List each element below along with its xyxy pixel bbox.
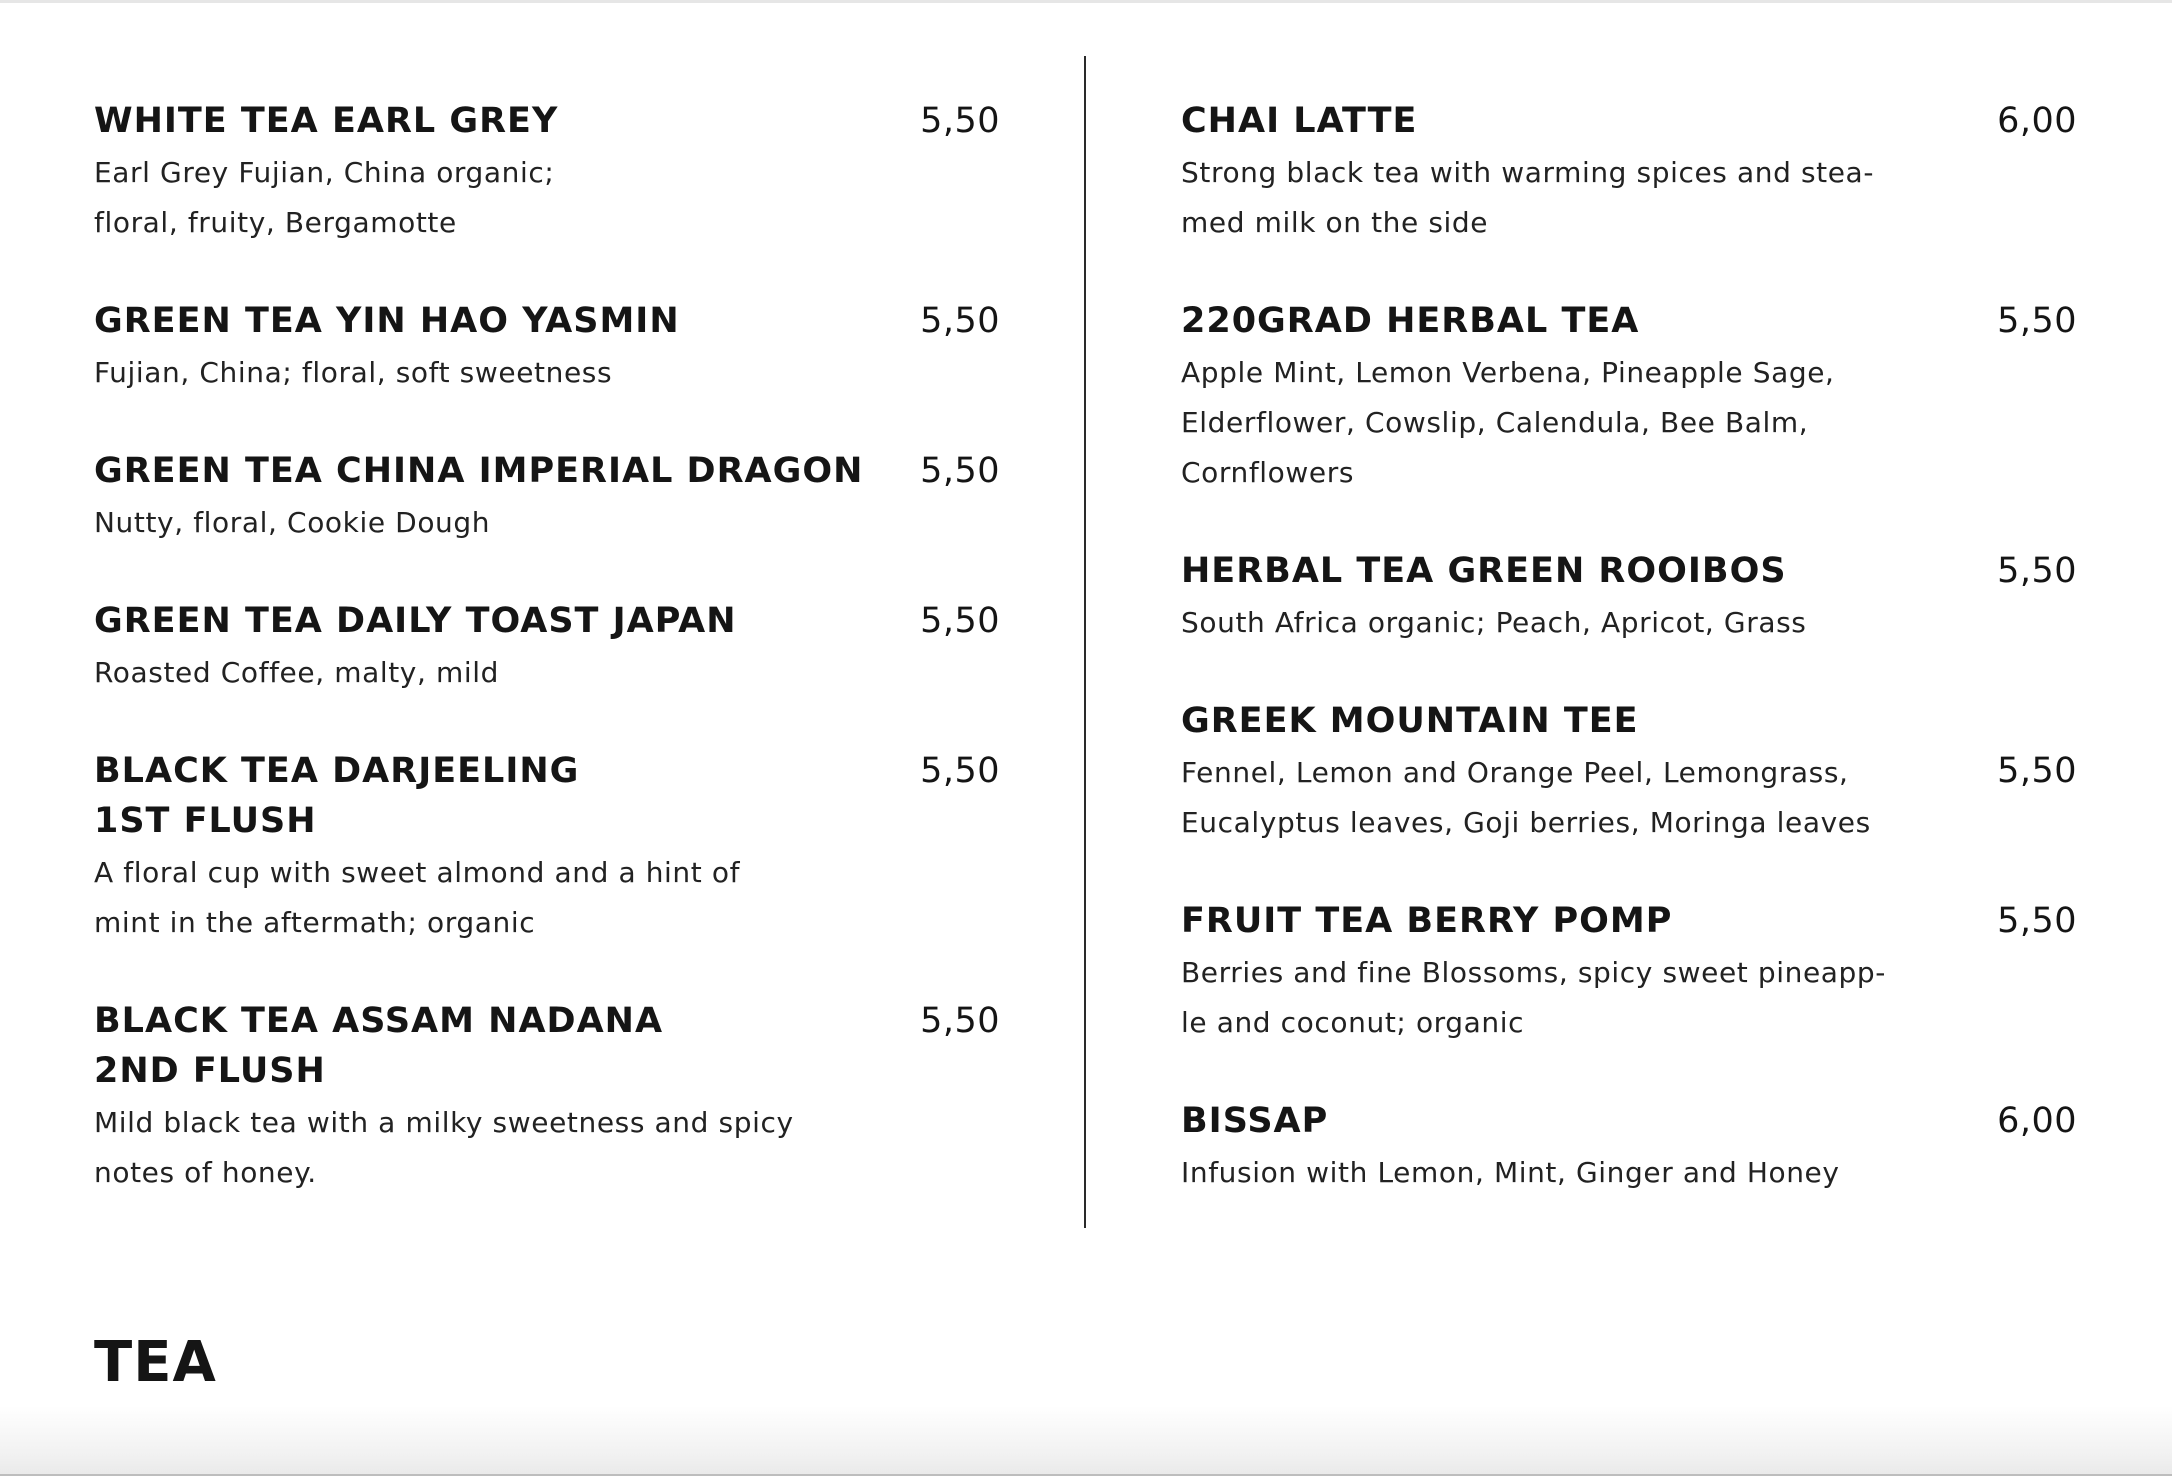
item-name: BLACK TEA DARJEELING 1ST FLUSH [94, 751, 580, 841]
item-name: CHAI LATTE [1181, 101, 1418, 141]
item-description: Fennel, Lemon and Orange Peel, Lemongrass, Eucalyptus leaves, Goji berries, Moringa leaves [1181, 756, 1871, 839]
item-name: FRUIT TEA BERRY POMP [1181, 901, 1673, 941]
top-edge-shade [0, 0, 2172, 3]
item-description: Apple Mint, Lemon Verbena, Pineapple Sage, Elderflower, Cowslip, Calendula, Bee Balm, Cornflowers [1181, 356, 1835, 489]
item-price: 5,50 [920, 601, 1000, 641]
item-name: GREEK MOUNTAIN TEE [1181, 701, 1639, 741]
item-price: 5,50 [1997, 751, 2077, 791]
item-name: WHITE TEA EARL GREY [94, 101, 559, 141]
item-name: 220GRAD HERBAL TEA [1181, 301, 1640, 341]
item-price: 5,50 [920, 451, 1000, 491]
item-description: Infusion with Lemon, Mint, Ginger and Honey [1181, 1156, 1840, 1189]
item-price: 5,50 [920, 101, 1000, 141]
item-description: Berries and fine Blossoms, spicy sweet pineapp- le and coconut; organic [1181, 956, 1886, 1039]
section-title: TEA [94, 1330, 217, 1395]
item-name: GREEN TEA DAILY TOAST JAPAN [94, 601, 737, 641]
bottom-edge-shade [0, 1406, 2172, 1476]
item-name: GREEN TEA CHINA IMPERIAL DRAGON [94, 451, 864, 491]
item-name: GREEN TEA YIN HAO YASMIN [94, 301, 680, 341]
item-price: 5,50 [1997, 901, 2077, 941]
item-price: 5,50 [1997, 301, 2077, 341]
item-price: 5,50 [920, 751, 1000, 791]
item-name: HERBAL TEA GREEN ROOIBOS [1181, 551, 1787, 591]
item-description: Roasted Coffee, malty, mild [94, 656, 499, 689]
item-description: Strong black tea with warming spices and stea- med milk on the side [1181, 156, 1875, 239]
item-name: BISSAP [1181, 1101, 1329, 1141]
item-description: Mild black tea with a milky sweetness and spicy notes of honey. [94, 1106, 794, 1189]
item-description: Earl Grey Fujian, China organic; floral, fruity, Bergamotte [94, 156, 555, 239]
column-divider [1084, 56, 1086, 1228]
item-price: 5,50 [920, 301, 1000, 341]
item-price: 5,50 [920, 1001, 1000, 1041]
item-price: 6,00 [1997, 101, 2077, 141]
item-description: Fujian, China; floral, soft sweetness [94, 356, 613, 389]
item-description: Nutty, floral, Cookie Dough [94, 506, 491, 539]
item-description: South Africa organic; Peach, Apricot, Grass [1181, 606, 1807, 639]
item-price: 6,00 [1997, 1101, 2077, 1141]
item-price: 5,50 [1997, 551, 2077, 591]
item-name: BLACK TEA ASSAM NADANA 2ND FLUSH [94, 1001, 664, 1091]
item-description: A floral cup with sweet almond and a hint of mint in the aftermath; organic [94, 856, 741, 939]
